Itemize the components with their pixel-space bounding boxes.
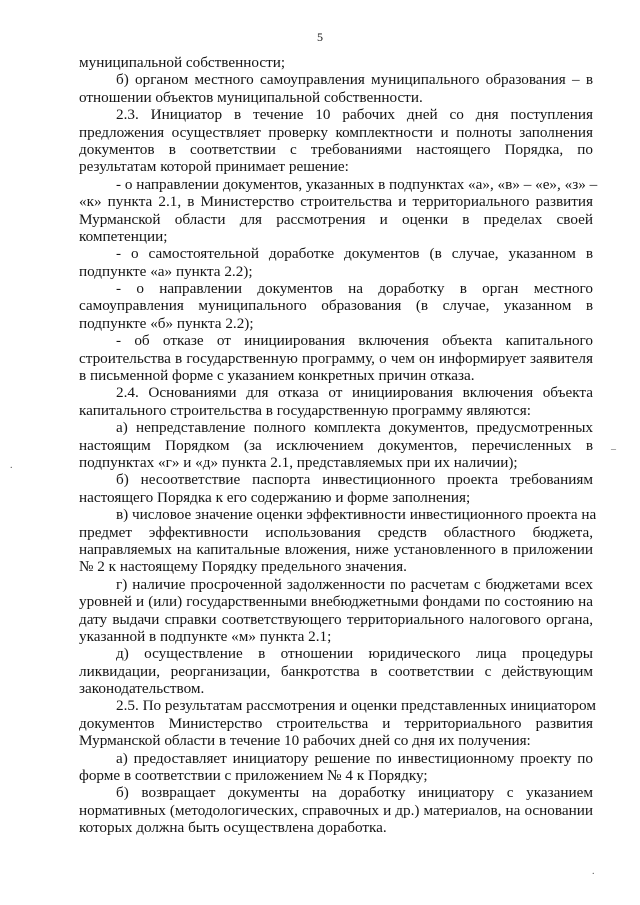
text-line: нормативных (методологических, справочных и др.) материалов, на основании <box>79 801 593 819</box>
text-line: 2.4. Основаниями для отказа от инициирования включения объекта <box>116 384 593 402</box>
text-line: настоящим Порядком (за исключением документов, перечисленных в <box>79 436 593 454</box>
text-line: указанной в подпункте «м» пункта 2.1; <box>79 627 332 645</box>
text-line: ликвидации, реорганизации, банкротства в соответствии с действующим <box>79 662 593 680</box>
text-line: 2.5. По результатам рассмотрения и оценки представленных инициатором <box>116 697 596 715</box>
text-line: подпункте «б» пункта 2.2); <box>79 314 254 332</box>
text-line: уровней и (или) государственными внебюджетными фондами по состоянию на <box>79 593 593 611</box>
text-line: подпункте «а» пункта 2.2); <box>79 262 253 280</box>
text-line: самоуправления муниципального образования (в случае, указанном в <box>79 297 593 315</box>
text-line: - о направлении документов на доработку в орган местного <box>116 280 593 298</box>
text-line: д) осуществление в отношении юридического лица процедуры <box>116 645 593 663</box>
text-line: «к» пункта 2.1, в Министерство строительства и территориального развития <box>79 193 593 211</box>
text-line: 2.3. Инициатор в течение 10 рабочих дней со дня поступления <box>116 106 593 124</box>
text-line: б) возвращает документы на доработку инициатору с указанием <box>116 784 593 802</box>
text-line: настоящего Порядка к его содержанию и форме заполнения; <box>79 488 471 506</box>
text-line: в письменной форме с указанием конкретных причин отказа. <box>79 367 475 385</box>
text-line: - о направлении документов, указанных в подпунктах «а», «в» – «е», «з» – <box>116 175 598 193</box>
text-line: а) непредставление полного комплекта документов, предусмотренных <box>116 419 593 437</box>
scan-mark: – <box>611 444 616 455</box>
text-line: муниципальной собственности; <box>79 54 286 71</box>
text-line: а) предоставляет инициатору решение по инвестиционному проекту по <box>116 749 593 767</box>
text-line: подпунктах «г» и «д» пункта 2.1, представляемых при их наличии); <box>79 453 518 471</box>
text-line: дату выдачи справки соответствующего территориального налогового органа, <box>79 610 593 628</box>
text-line: г) наличие просроченной задолженности по расчетам с бюджетами всех <box>116 575 593 593</box>
text-line: Мурманской области для рассмотрения и оценки в пределах своей <box>79 210 593 228</box>
text-line: документов Министерство строительства и территориального развития <box>79 714 593 732</box>
text-line: отношении объектов муниципальной собственности. <box>79 88 423 106</box>
text-line: документов в соответствии с требованиями настоящего Порядка, по <box>79 140 593 158</box>
scan-mark: . <box>10 460 13 471</box>
text-line: форме в соответствии с приложением № 4 к Порядку; <box>79 767 428 785</box>
text-line: капитального строительства в государственную программу являются: <box>79 401 531 419</box>
text-line: предложения осуществляет проверку комплектности и полноты заполнения <box>79 123 593 141</box>
text-line: в) числовое значение оценки эффективности инвестиционного проекта на <box>116 506 597 524</box>
text-line: результатам которой принимает решение: <box>79 158 349 176</box>
text-line: б) несоответствие паспорта инвестиционного проекта требованиям <box>116 471 593 489</box>
page-number: 5 <box>317 30 323 44</box>
document-body <box>79 54 598 837</box>
scan-mark: . <box>592 866 595 877</box>
text-line: б) органом местного самоуправления муниципального образования – в <box>116 71 593 89</box>
text-line: которых должна быть осуществлена доработка. <box>79 819 387 837</box>
text-line: компетенции; <box>79 227 168 245</box>
text-line: направляемых на капитальные вложения, ниже установленного в приложении <box>79 540 593 558</box>
text-line: предмет эффективности использования средств областного бюджета, <box>79 523 593 541</box>
text-line: законодательством. <box>79 680 205 698</box>
text-line: Мурманской области в течение 10 рабочих дней со дня их получения: <box>79 732 531 750</box>
text-line: № 2 к настоящему Порядку предельного значения. <box>79 558 407 576</box>
text-line: - о самостоятельной доработке документов (в случае, указанном в <box>116 245 593 263</box>
text-line: - об отказе от инициирования включения объекта капитального <box>116 332 593 350</box>
text-line: строительства в государственную программу, о чем он информирует заявителя <box>79 349 593 367</box>
